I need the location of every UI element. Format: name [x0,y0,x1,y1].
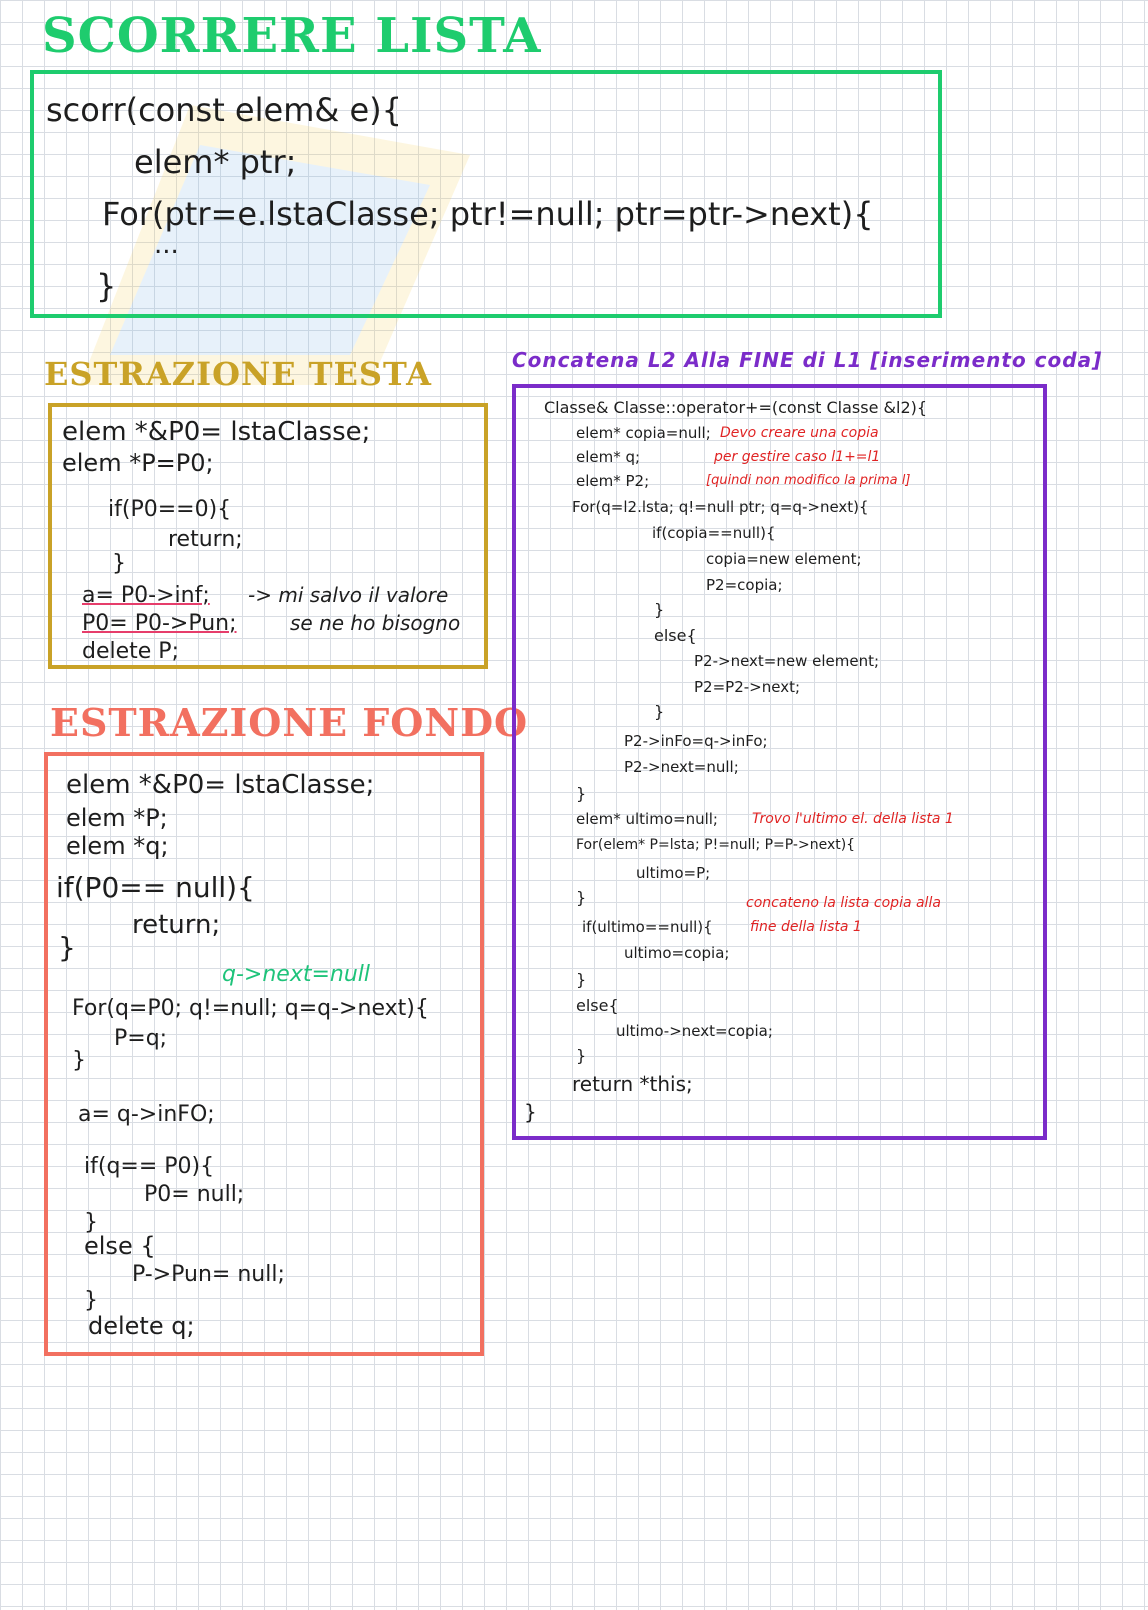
code-line: P0= null; [144,1182,245,1207]
code-line: } [112,551,126,576]
code-line: elem *P; [66,804,168,832]
code-line: delete q; [88,1312,195,1340]
box-scorrere-lista [30,70,942,318]
code-line: else{ [576,996,619,1015]
code-line: For(q=l2.lsta; q!=null ptr; q=q->next){ [572,498,869,516]
code-line: P2->next=new element; [694,652,880,670]
title-estrazione-testa: ESTRAZIONE TESTA [44,355,432,393]
code-line: P0= P0->Pun; [82,611,237,636]
code-line: elem *q; [66,832,169,860]
code-line: if(copia==null){ [652,524,776,542]
code-line: a= q->inFO; [78,1102,215,1127]
code-line: For(q=P0; q!=null; q=q->next){ [72,996,429,1021]
code-line: P2->next=null; [624,758,739,776]
code-line: return; [168,527,243,552]
concatena-note: fine della lista 1 [750,919,862,935]
code-line: For(elem* P=lsta; P!=null; P=P->next){ [576,837,856,853]
code-line: a= P0->inf; [82,583,210,608]
code-line: } [72,1048,86,1073]
code-line: elem* ultimo=null; [576,810,718,828]
code-line: scorr(const elem& e){ [46,91,403,129]
code-line: elem *&P0= lstaClasse; [62,417,371,447]
code-line: ultimo->next=copia; [616,1022,773,1040]
concatena-note: concateno la lista copia alla [746,895,941,911]
code-line: P=q; [114,1026,168,1051]
code-line: if(P0== null){ [56,871,255,904]
box-estrazione-testa [48,403,488,669]
fondo-green-note: q->next=null [222,962,371,987]
code-line: else { [84,1232,156,1260]
code-line: else{ [654,626,697,645]
testa-note: se ne ho bisogno [290,611,461,635]
code-line: return *this; [572,1072,693,1096]
code-line: } [96,267,117,305]
code-line: } [576,1046,587,1065]
code-line: copia=new element; [706,550,862,568]
testa-note: -> mi salvo il valore [248,583,449,607]
code-line: } [524,1100,537,1124]
code-line: delete P; [82,639,179,664]
title-scorrere-lista: SCORRERE LISTA [42,8,542,64]
title-estrazione-fondo: ESTRAZIONE FONDO [50,700,529,745]
code-line: elem *&P0= lstaClasse; [66,770,375,800]
code-line: Classe& Classe::operator+=(const Classe &l2){ [544,398,928,417]
code-line: elem *P=P0; [62,449,214,477]
code-line: P2->inFo=q->inFo; [624,732,768,750]
concatena-note: Trovo l'ultimo el. della lista 1 [752,811,954,827]
code-line: if(ultimo==null){ [582,918,713,936]
code-line: ultimo=P; [636,864,711,882]
code-line: return; [132,910,221,940]
code-line: ... [154,230,179,260]
code-line: } [576,970,587,989]
box-estrazione-fondo [44,752,484,1356]
code-line: } [58,931,76,964]
code-line: P->Pun= null; [132,1262,285,1287]
code-line: } [654,702,665,721]
code-line: elem* ptr; [134,143,297,181]
code-line: P2=P2->next; [694,678,801,696]
code-line: elem* q; [576,448,641,466]
title-concatena: Concatena L2 Alla FINE di L1 [inserimento coda] [512,348,1103,372]
concatena-note: per gestire caso l1+=l1 [714,449,881,465]
box-concatena [512,384,1047,1140]
code-line: P2=copia; [706,576,783,594]
code-line: } [84,1288,98,1313]
code-line: } [654,600,665,619]
code-line: } [84,1210,98,1235]
code-line: if(P0==0){ [108,497,232,522]
concatena-note: [quindi non modifico la prima l] [706,473,911,488]
code-line: ultimo=copia; [624,944,730,962]
code-line: elem* P2; [576,472,650,490]
code-line: } [576,888,587,907]
code-line: if(q== P0){ [84,1154,215,1179]
concatena-note: Devo creare una copia [720,425,879,441]
code-line: For(ptr=e.lstaClasse; ptr!=null; ptr=ptr->next){ [102,195,874,233]
code-line: } [576,784,587,803]
code-line: elem* copia=null; [576,424,711,442]
